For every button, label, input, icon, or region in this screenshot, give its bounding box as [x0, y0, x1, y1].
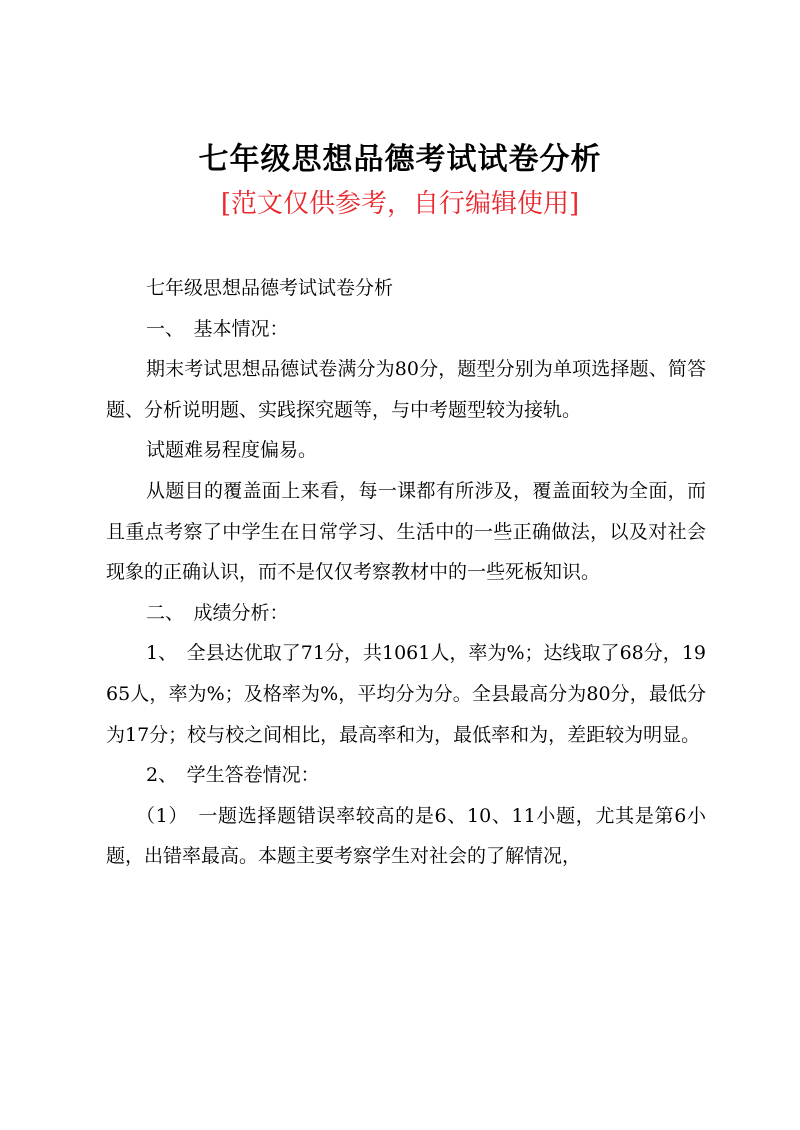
document-title: 七年级思想品德考试试卷分析	[198, 142, 602, 177]
section-heading-scores: 二、 成绩分析：	[146, 601, 289, 624]
paragraph-difficulty: 试题难易程度偏易。	[146, 439, 318, 462]
paragraph-answer-heading: 2、 学生答卷情况：	[146, 764, 320, 787]
paragraph-choice-analysis: （1） 一题选择题错误率较高的是6、10、11小题，尤其是第6小题，出错率最高。本题主要考察学生对社会的了解情况，	[106, 804, 706, 868]
paragraph-county-scores: 1、 全县达优取了71分，共1061人，率为%；达线取了68分，1965人，率为%；及格率为%，平均分为分。全县最高分为80分，最低分为17分；校与校之间相比，最高率和为，最低率和为，差距较为明显。	[106, 642, 706, 746]
section-heading-basic: 一、 基本情况：	[146, 317, 289, 340]
paragraph-exam-structure: 期末考试思想品德试卷满分为80分，题型分别为单项选择题、简答题、分析说明题、实践探究题等，与中考题型较为接轨。	[106, 358, 706, 421]
paragraph-coverage: 从题目的覆盖面上来看，每一课都有所涉及，覆盖面较为全面，而且重点考察了中学生在日常学习、生活中的一些正确做法，以及对社会现象的正确认识，而不是仅仅考察教材中的一些死板知识。	[106, 479, 706, 584]
document-subtitle: [范文仅供参考，自行编辑使用]	[220, 189, 580, 219]
paragraph-heading: 七年级思想品德考试试卷分析	[146, 277, 394, 299]
document-body	[106, 268, 706, 877]
